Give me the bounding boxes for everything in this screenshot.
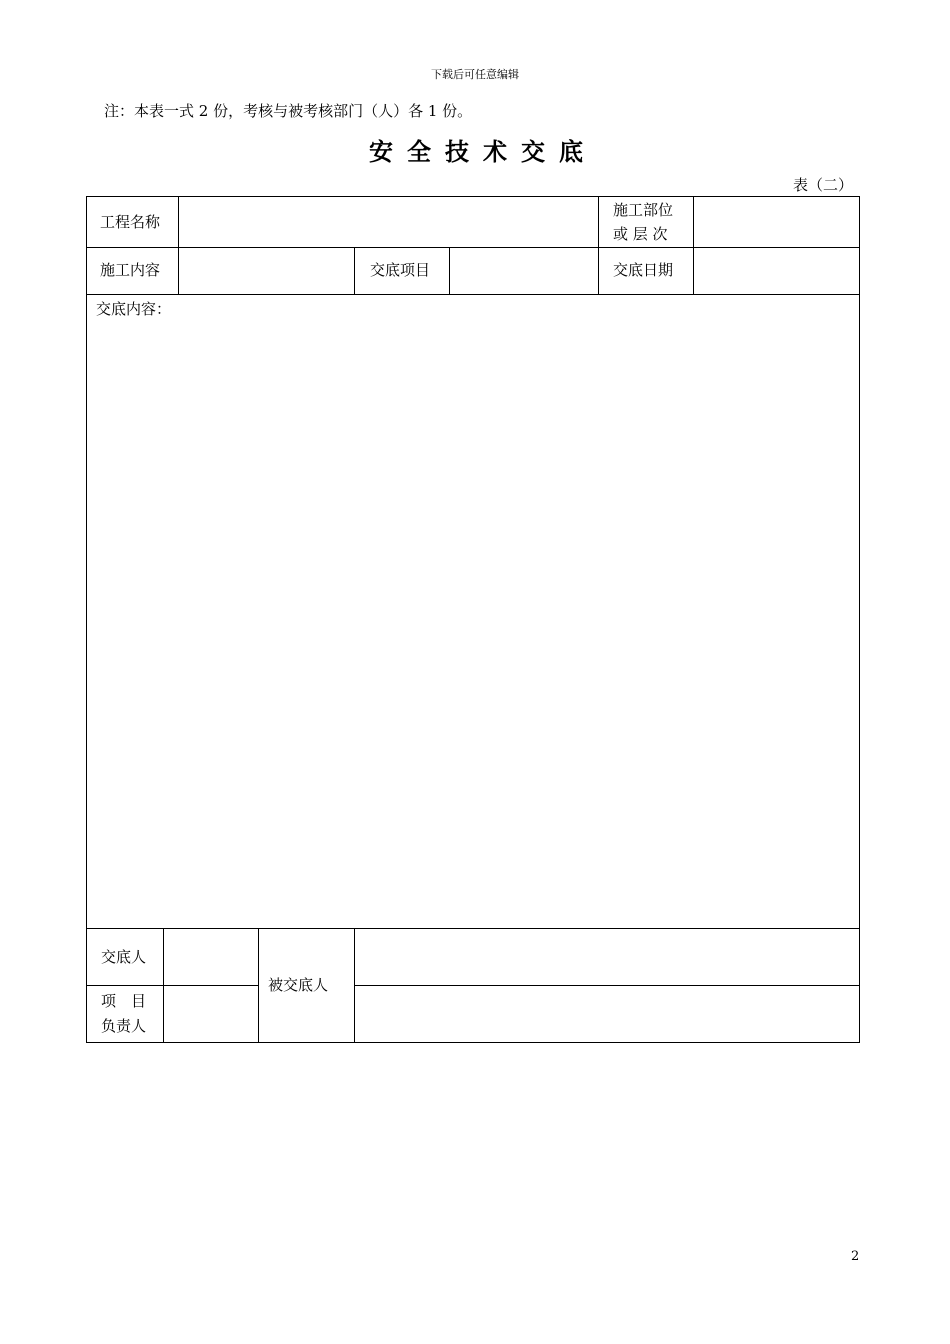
date-label: 交底日期 xyxy=(613,261,674,279)
table-number: 表（二） xyxy=(793,176,854,194)
project-name-field[interactable] xyxy=(179,197,598,247)
content-label: 施工内容 xyxy=(100,261,161,279)
project-name-label: 工程名称 xyxy=(100,212,161,231)
content-field[interactable] xyxy=(179,248,354,294)
page-title: 安全技术交底 xyxy=(369,138,597,166)
col-divider xyxy=(354,247,355,294)
briefing-form xyxy=(86,196,860,1043)
briefer-label: 交底人 xyxy=(101,947,147,966)
col-divider xyxy=(598,197,599,294)
edit-note: 下载后可任意编辑 xyxy=(431,68,519,81)
item-field[interactable] xyxy=(450,248,598,294)
briefing-content-area[interactable] xyxy=(96,323,850,923)
manager-signature-field[interactable] xyxy=(164,986,258,1042)
manager-label-line1: 项 目 xyxy=(101,992,147,1010)
briefer-signature-field[interactable] xyxy=(164,929,258,985)
col-divider xyxy=(258,928,259,1042)
briefing-content-label: 交底内容： xyxy=(96,300,172,318)
item-label: 交底项目 xyxy=(370,261,431,279)
row-divider xyxy=(87,294,859,295)
recipient-signature-field[interactable] xyxy=(355,929,859,985)
manager-label-line2: 负责人 xyxy=(101,1017,147,1035)
date-field[interactable] xyxy=(694,248,859,294)
page-number: 2 xyxy=(851,1249,860,1264)
recipient-signature-field[interactable] xyxy=(355,986,859,1042)
location-label-line2: 或 层 次 xyxy=(613,225,668,243)
location-label-line1: 施工部位 xyxy=(613,201,674,219)
location-field[interactable] xyxy=(694,197,859,247)
copies-note: 注：本表一式 2 份，考核与被考核部门（人）各 1 份。 xyxy=(104,102,473,120)
recipient-label: 被交底人 xyxy=(268,976,329,994)
